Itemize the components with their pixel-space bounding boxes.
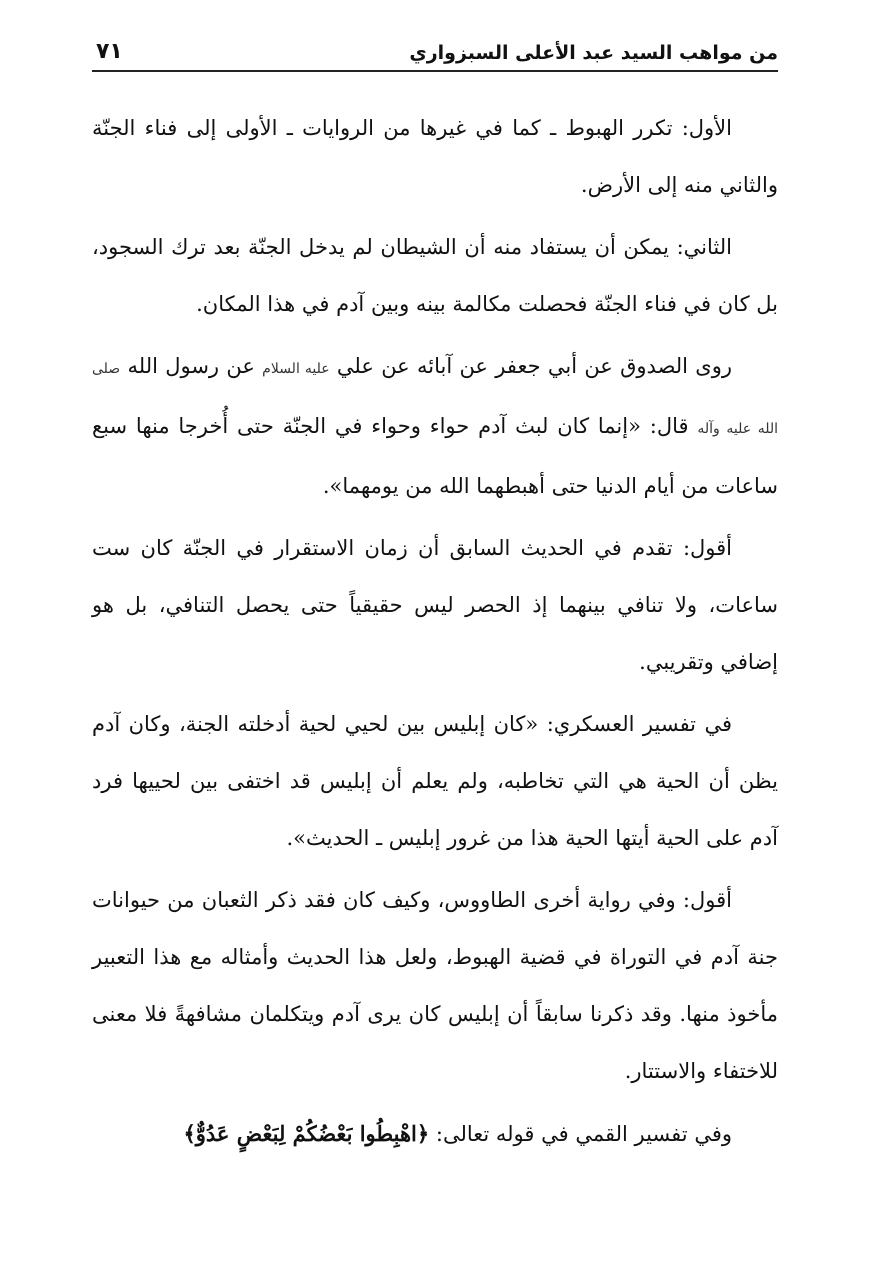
paragraph-askari-tafsir: في تفسير العسكري: «كان إبليس بين لحيي لحية أدخلته الجنة، وكان آدم يظن أن الحية هي التي تخاطبه، ولم يعلم أن إبليس قد اختفى بين لحييها فرد آدم على الحية أيتها الحية هذا من غرور إبليس ـ الحديث». — [92, 712, 778, 850]
paragraph-first-point: الأول: تكرر الهبوط ـ كما في غيرها من الروايات ـ الأولى إلى فناء الجنّة والثاني منه إلى الأرض. — [92, 116, 778, 197]
paragraph-qummi-tafsir — [92, 1105, 778, 1163]
paragraph-comment-hours: أقول: تقدم في الحديث السابق أن زمان الاستقرار في الجنّة كان ست ساعات، ولا تنافي بينهما إذ الحصر ليس حقيقياً حتى يحصل التنافي، بل هو إضافي وتقريبي. — [92, 536, 778, 674]
paragraph-second-point: الثاني: يمكن أن يستفاد منه أن الشيطان لم يدخل الجنّة بعد ترك السجود، بل كان في فناء الجنّة فحصلت مكالمة بينه وبين آدم في هذا المكان. — [92, 235, 778, 316]
paragraph-saduq-narration — [92, 338, 778, 515]
page-number: ٧١ — [96, 39, 123, 64]
narration-text-part1: روى الصدوق عن أبي جعفر عن آبائه عن علي — [336, 354, 733, 378]
page-header — [92, 30, 778, 72]
paragraph-comment-peacock: أقول: وفي رواية أخرى الطاووس، وكيف كان فقد ذكر الثعبان من حيوانات جنة آدم في التوراة في قضية الهبوط، ولعل هذا الحديث وأمثاله مع هذا التعبير مأخوذ منها. وقد ذكرنا سابقاً أن إبليس كان يرى آدم ويتكلمان مشافهةً فلا معنى للاختفاء والاستتار. — [92, 888, 778, 1083]
honorific-symbol: صلى الله عليه وآله — [92, 361, 778, 437]
page-body — [92, 100, 778, 1168]
running-title: من مواهب السيد عبد الأعلى السبزواري — [409, 42, 778, 64]
narration-text-part3: قال: «إنما كان لبث آدم حواء وحواء في الجنّة حتى أُخرجا منها سبع ساعات من أيام الدنيا حتى أهبطهما الله من يومهما». — [92, 414, 778, 498]
narration-text-part2: عن رسول الله — [127, 354, 255, 378]
honorific-symbol: عليه السلام — [262, 361, 330, 377]
qummi-prefix: وفي تفسير القمي في قوله تعالى: — [435, 1122, 732, 1146]
quran-verse: ﴿اهْبِطُوا بَعْضُكُمْ لِبَعْضٍ عَدُوٌّ﴾ — [183, 1121, 430, 1146]
